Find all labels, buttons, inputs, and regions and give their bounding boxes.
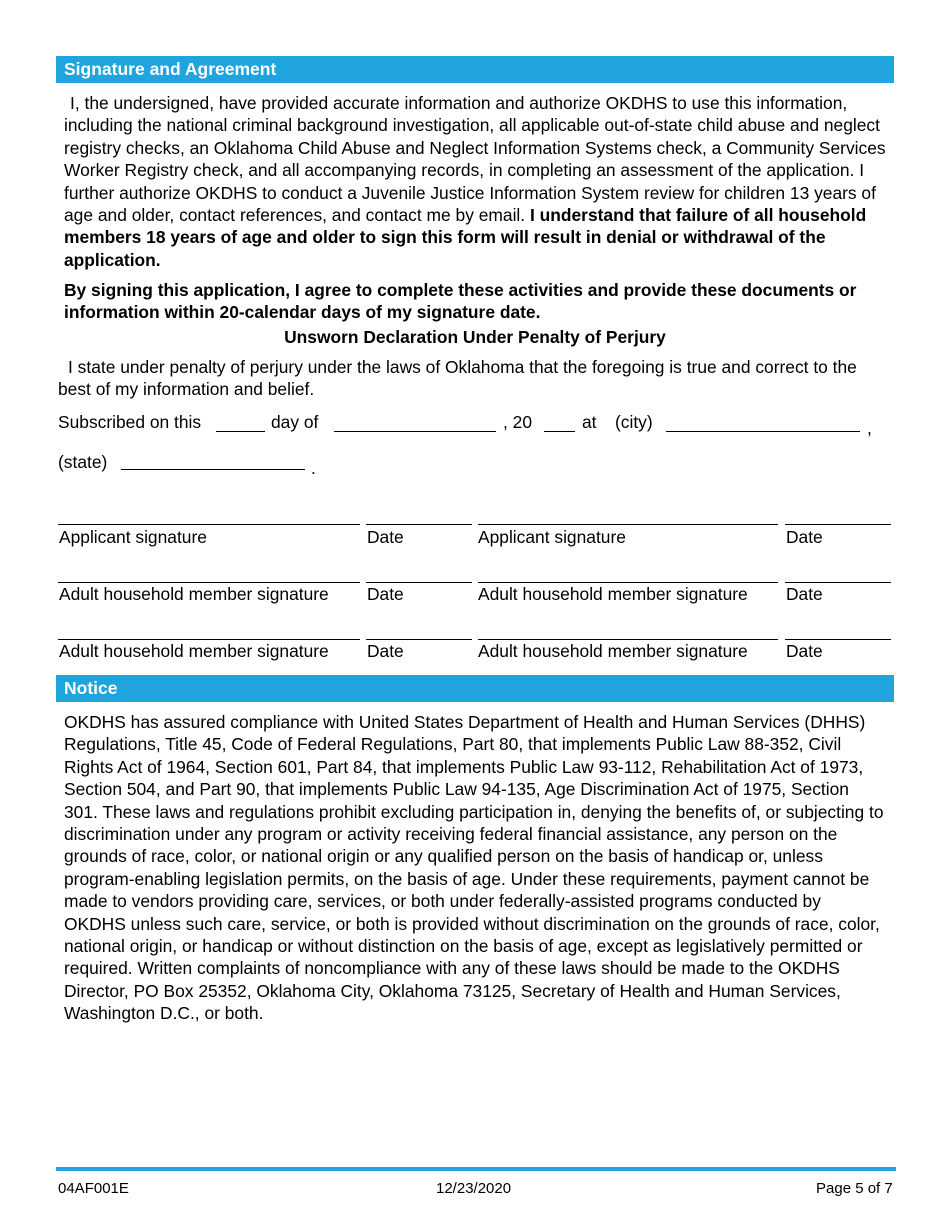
- co-applicant-signature-label: Applicant signature: [478, 527, 626, 547]
- co-applicant-signature-line[interactable]: [478, 524, 778, 525]
- household-member-1-signature-line[interactable]: [58, 582, 360, 583]
- applicant-date-label: Date: [367, 527, 404, 547]
- household-member-2-date-line[interactable]: [785, 582, 891, 583]
- form-id: 04AF001E: [58, 1180, 129, 1197]
- household-member-4-date-label: Date: [786, 641, 823, 661]
- notice-heading: Notice: [56, 675, 894, 702]
- household-member-4-signature-line[interactable]: [478, 639, 778, 640]
- month-field[interactable]: [334, 431, 496, 432]
- footer-divider: [56, 1167, 896, 1171]
- household-member-4-signature-label: Adult household member signature: [478, 641, 748, 661]
- state-field[interactable]: [121, 469, 305, 470]
- agreement-paragraph: [64, 279, 892, 324]
- authorization-warning: I understand that failure of all household members 18 years of age and older to sign this form will result in denial or withdrawal of the application.: [64, 205, 867, 270]
- applicant-date-line[interactable]: [366, 524, 472, 525]
- city-label: (city): [615, 412, 653, 432]
- declaration-text: I state under penalty of perjury under the laws of Oklahoma that the foregoing is true and correct to the best of my information and belief.: [58, 357, 857, 400]
- authorization-text: I, the undersigned, have provided accurate information and authorize OKDHS to use this information, including the national criminal background investigation, all applicable out-of-state child abuse and neglect registry checks, an Oklahoma Child Abuse and Neglect Information Systems check, a Community Services Worker Registry check, and all accompanying records, in completing an assessment of the application. I further authorize OKDHS to conduct a Juvenile Justice Information System review for children 13 years of age and older, contact references, and contact me by email.: [64, 93, 886, 226]
- notice-text: OKDHS has assured compliance with United States Department of Health and Human Services (DHHS) Regulations, Title 45, Code of Federal Regulations, Part 80, that implements Public Law 88-352, Civil Rights Act of 1964, Section 601, Part 84, that implements Public Law 93-112, Rehabilitation Act of 1973, Section 504, and Part 90, that implements Public Law 94-135, Age Discrimination Act of 1975, Section 301. These laws and regulations prohibit excluding participation in, denying the benefits of, or subjecting to discrimination under any program or activity receiving federal financial assistance, any person on the grounds of race, color, or national origin or any qualified person on the basis of handicap or, unless program-enabling legislation permits, on the basis of age. Under these requirements, payment cannot be made to vendors providing care, services, or both under federally-assisted programs conducted by OKDHS unless such care, service, or both is provided without discrimination on the grounds of race, color, national origin, or handicap or without distinction on the basis of age, except as legislatively permitted or required. Written complaints of noncompliance with any of these laws should be made to the OKDHS Director, PO Box 25352, Oklahoma City, Oklahoma 73125, Secretary of Health and Human Services, Washington D.C., or both.: [64, 712, 884, 1024]
- authorization-paragraph: [64, 92, 892, 271]
- city-comma: ,: [867, 418, 872, 438]
- state-label: (state): [58, 452, 108, 472]
- revision-date: 12/23/2020: [436, 1180, 512, 1197]
- household-member-2-signature-line[interactable]: [478, 582, 778, 583]
- year-field[interactable]: [544, 431, 575, 432]
- household-member-2-date-label: Date: [786, 584, 823, 604]
- household-member-2-signature-label: Adult household member signature: [478, 584, 748, 604]
- at-label: at: [582, 412, 597, 432]
- page-number: Page 5 of 7: [816, 1180, 893, 1197]
- co-applicant-date-label: Date: [786, 527, 823, 547]
- household-member-3-date-line[interactable]: [366, 639, 472, 640]
- signature-agreement-heading: Signature and Agreement: [56, 56, 894, 83]
- state-period: .: [311, 458, 316, 478]
- year-prefix-label: , 20: [503, 412, 533, 432]
- co-applicant-date-line[interactable]: [785, 524, 891, 525]
- household-member-3-signature-label: Adult household member signature: [59, 641, 329, 661]
- agreement-text: By signing this application, I agree to complete these activities and provide these documents or information within 20-calendar days of my signature date.: [64, 280, 857, 323]
- household-member-3-signature-line[interactable]: [58, 639, 360, 640]
- subscribed-label: Subscribed on this: [58, 412, 202, 432]
- day-of-label: day of: [271, 412, 319, 432]
- household-member-1-date-label: Date: [367, 584, 404, 604]
- household-member-4-date-line[interactable]: [785, 639, 891, 640]
- day-field[interactable]: [216, 431, 265, 432]
- applicant-signature-line[interactable]: [58, 524, 360, 525]
- household-member-1-date-line[interactable]: [366, 582, 472, 583]
- household-member-3-date-label: Date: [367, 641, 404, 661]
- declaration-title: Unsworn Declaration Under Penalty of Perjury: [284, 327, 666, 347]
- applicant-signature-label: Applicant signature: [59, 527, 207, 547]
- city-field[interactable]: [666, 431, 860, 432]
- household-member-1-signature-label: Adult household member signature: [59, 584, 329, 604]
